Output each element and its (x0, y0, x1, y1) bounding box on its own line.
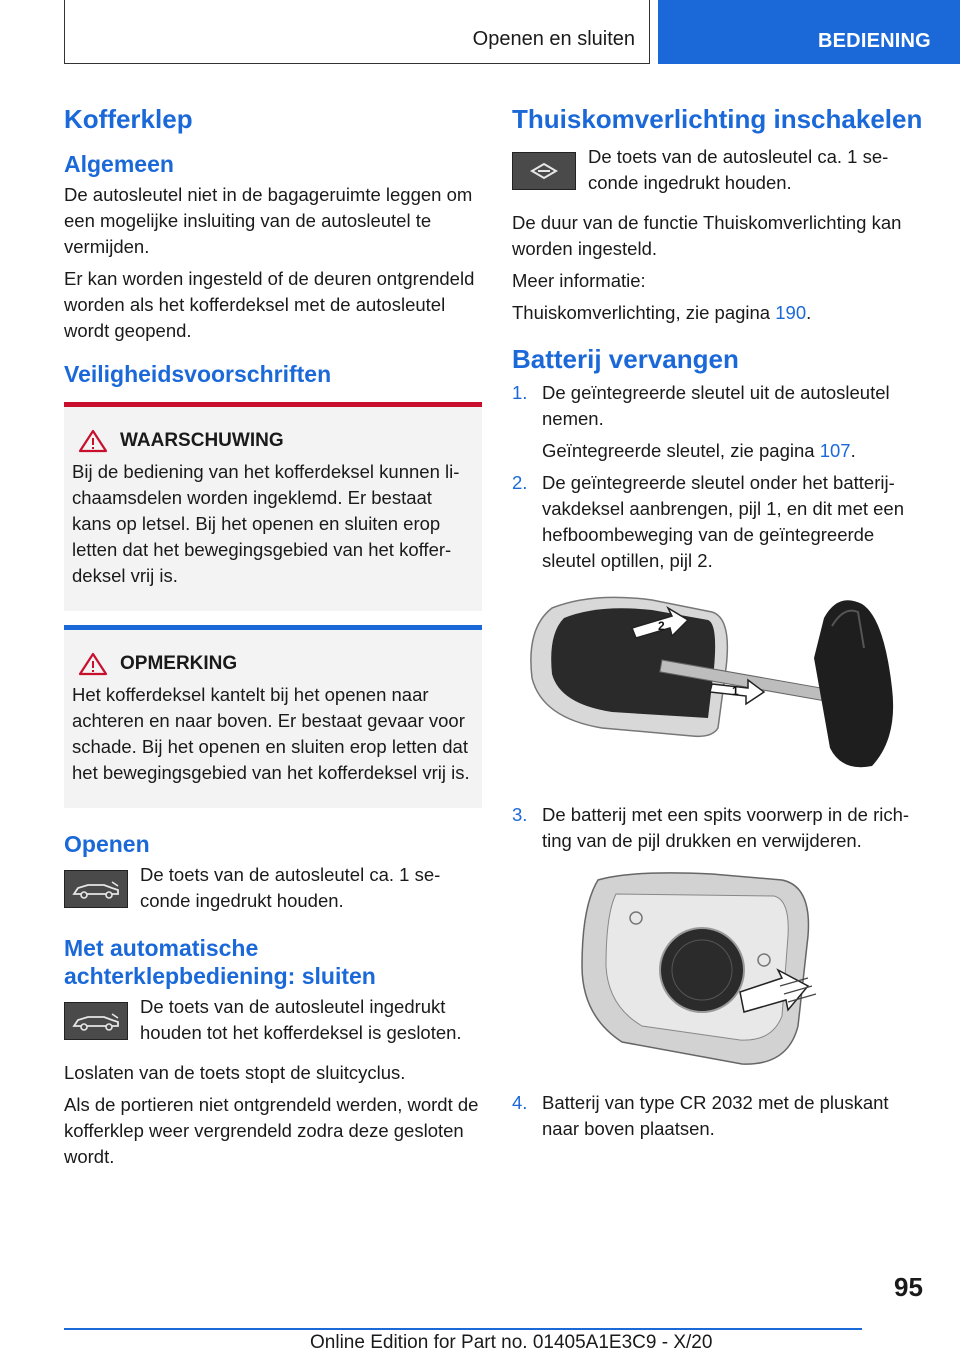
algemeen-heading: Algemeen (64, 151, 174, 177)
section-title-box (64, 0, 650, 64)
battery-steps-final (512, 1090, 926, 1142)
algemeen-paragraph-1: De autosleutel niet in de bagageruimte leggen om een mogelijke insluiting van de autosleutel te vermijden. (64, 184, 473, 257)
step-text: De geïntegreerde sleutel onder het batterijvakdeksel aanbrengen, pijl 1, en dit met een hefboombeweging van de geïntegreerde sleutel optillen, pijl 2. (542, 472, 905, 571)
kofferklep-title: Kofferklep (64, 104, 193, 134)
arrow-label-1: 1 (732, 684, 739, 698)
chapter-label[interactable]: BEDIENING (818, 30, 931, 52)
footer-edition: Online Edition for Part no. 01405A1E3C9 - X/20 (310, 1332, 713, 1353)
openen-key-row (64, 862, 482, 914)
thuiskom-ref-text: Thuiskomverlichting, zie pagina (512, 302, 776, 323)
auto-close-paragraph-1: Loslaten van de toets stopt de sluitcyclus. (64, 1062, 406, 1083)
algemeen-paragraph-2: Er kan worden ingesteld of de deuren ontgrendeld worden als het kofferdeksel met de autosleutel wordt geopend. (64, 268, 475, 341)
home-light-key-icon (512, 152, 576, 190)
openen-heading: Openen (64, 831, 150, 857)
warning-triangle-icon (78, 652, 108, 676)
step-number: 4. (512, 1092, 528, 1113)
thuiskom-paragraph-1: De duur van de functie Thuiskomverlichting kan worden ingesteld. (512, 212, 902, 259)
step-4 (512, 1090, 926, 1142)
thuiskom-paragraph-2: Meer informatie: (512, 270, 646, 291)
thuiskom-heading: Thuiskomverlichting inschakelen (512, 104, 923, 134)
notice-text: Het kofferdeksel kantelt bij het openen naar achteren en naar boven. Er bestaat gevaar voor schade. Bij het openen en sluiten erop letten dat het bewegingsgebied van het kofferdeksel vrij is. (72, 684, 470, 783)
page-link-107[interactable]: 107 (819, 440, 851, 461)
step-1-ref-end: . (850, 440, 856, 461)
page-header (0, 0, 960, 66)
step-3 (512, 802, 926, 854)
car-trunk-key-icon (64, 1002, 128, 1040)
thuiskom-paragraph-3 (512, 300, 926, 326)
left-column (64, 100, 482, 1176)
auto-close-paragraph-2: Als de portieren niet ontgrendeld werden, wordt de kofferklep weer vergrendeld zodra deze gesloten wordt. (64, 1094, 479, 1167)
warning-header (72, 429, 474, 453)
auto-close-heading: Met automatische achterklepbediening: sluiten (64, 935, 376, 989)
warning-text: Bij de bediening van het kofferdeksel kunnen lichaamsdelen worden ingeklemd. Er bestaat kans op letsel. Bij het openen en sluiten erop letten dat het bewegingsgebied van het kofferdeksel vrij is. (72, 461, 460, 586)
notice-box (64, 625, 482, 808)
notice-label: OPMERKING (120, 653, 238, 674)
notice-header (72, 652, 474, 676)
batterij-heading: Batterij vervangen (512, 344, 739, 374)
step-number: 2. (512, 472, 528, 493)
right-column (512, 100, 926, 1148)
battery-illustration (512, 866, 926, 1076)
key-lever-illustration (512, 588, 926, 788)
step-number: 3. (512, 804, 528, 825)
footer-rule (64, 1328, 862, 1330)
step-1-ref-text: Geïntegreerde sleutel, zie pagina (542, 440, 820, 461)
car-trunk-key-icon (64, 870, 128, 908)
auto-close-key-row (64, 994, 482, 1046)
step-1-ref (542, 438, 926, 464)
warning-box (64, 402, 482, 611)
battery-steps-continued (512, 802, 926, 854)
section-title: Openen en sluiten (472, 28, 635, 50)
thuiskom-ref-end: . (806, 302, 812, 323)
step-text: De batterij met een spits voorwerp in de richting van de pijl drukken en verwijderen. (542, 804, 910, 851)
thuiskom-key-text: De toets van de autosleutel ca. 1 seconde ingedrukt houden. (588, 146, 889, 193)
step-2 (512, 470, 926, 574)
page-number: 95 (894, 1272, 923, 1302)
step-number: 1. (512, 382, 528, 403)
page-link-190[interactable]: 190 (775, 302, 807, 323)
warning-label: WAARSCHUWING (120, 430, 284, 451)
warning-triangle-icon (78, 429, 108, 453)
openen-text: De toets van de autosleutel ca. 1 seconde ingedrukt houden. (140, 864, 441, 911)
safety-heading: Veiligheidsvoorschriften (64, 361, 332, 387)
step-text: De geïntegreerde sleutel uit de autosleutel nemen. (542, 382, 890, 429)
step-text: Batterij van type CR 2032 met de pluskant naar boven plaatsen. (542, 1092, 889, 1139)
battery-steps (512, 380, 926, 574)
thuiskom-key-row (512, 144, 926, 196)
step-1 (512, 380, 926, 464)
arrow-label-2: 2 (658, 619, 665, 633)
auto-close-text: De toets van de autosleutel ingedrukt houden tot het kofferdeksel is gesloten. (140, 996, 462, 1043)
